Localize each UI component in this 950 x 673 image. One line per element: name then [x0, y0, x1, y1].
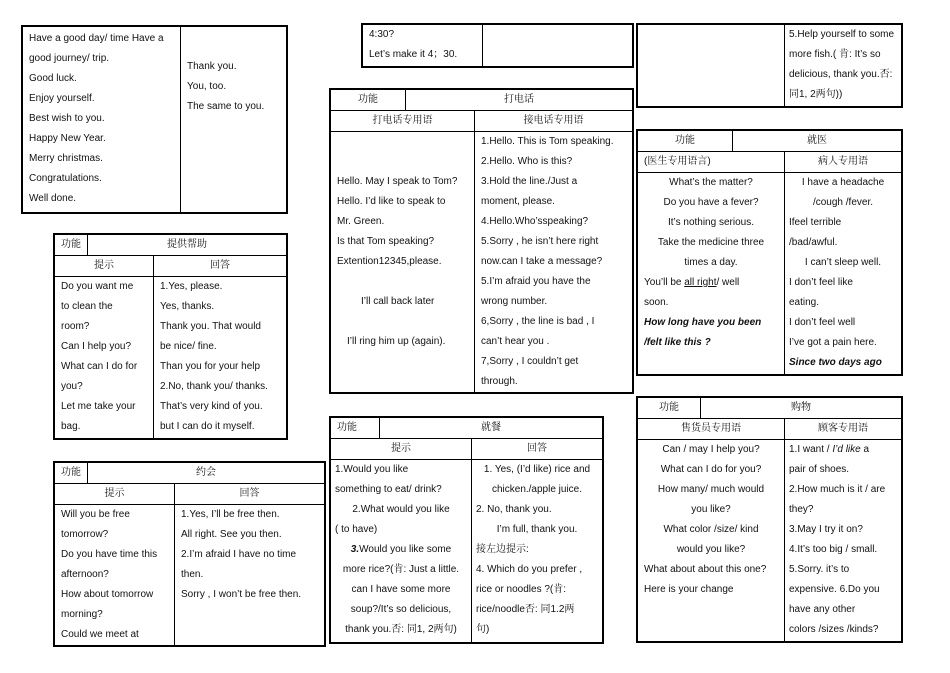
answer-line: 5.Help yourself to some	[789, 29, 895, 40]
answer-line: rice or noodles ?(肯:	[476, 584, 567, 595]
phrase-line: Mr. Green.	[337, 216, 385, 227]
hint-line: What can I do for	[61, 361, 138, 372]
col-header-answer: 回答	[154, 256, 287, 277]
section-title: 就医	[733, 131, 902, 152]
answer-line: I’m full, thank you.	[496, 524, 578, 535]
greeting-line: Best wish to you.	[29, 113, 105, 124]
col-header-hint: 提示	[331, 439, 472, 460]
answer-line: All right. See you then.	[181, 529, 282, 540]
hint-line: Will you be free	[61, 509, 130, 520]
hint-line: room?	[61, 321, 90, 332]
hint-line: tomorrow?	[61, 529, 109, 540]
reply-line: You, too.	[187, 81, 227, 92]
func-label: 功能	[331, 90, 406, 111]
phrase-line: 1.I want / I’d like a	[789, 444, 870, 455]
col-header-caller: 打电话专用语	[331, 111, 475, 132]
section-title: 约会	[88, 463, 325, 484]
phrase-line: Extention12345,please.	[337, 256, 442, 267]
phrase-line: I can’t sleep well.	[804, 257, 882, 268]
phrase-line: I’ll ring him up (again).	[347, 336, 446, 347]
answer-line: 同1, 2两句))	[789, 89, 843, 100]
dining-answers	[472, 460, 603, 643]
greeting-line: Good luck.	[29, 73, 77, 84]
phrase-line: they?	[789, 504, 814, 515]
phrase-line: What color /size/ kind	[663, 524, 759, 535]
answer-line: Than you for your help	[160, 361, 261, 372]
phrase-line: You’ll be all right/ well	[644, 277, 740, 288]
phrase-line: soon.	[644, 297, 669, 308]
phrase-line: I have a headache	[801, 177, 885, 188]
fish-continuation-right	[785, 25, 902, 107]
func-label: 功能	[55, 235, 88, 256]
hint-line: 1.Would you like	[335, 464, 409, 475]
phrase-line: pair of shoes.	[789, 464, 850, 475]
section-title: 就餐	[380, 418, 603, 439]
col-header-hint: 提示	[55, 256, 154, 277]
meet-continuation	[362, 24, 633, 67]
answer-line: 1.Yes, please.	[160, 281, 223, 292]
hint-line: morning?	[61, 609, 103, 620]
dining-hints	[331, 460, 472, 643]
func-label: 功能	[638, 131, 733, 152]
phrase-line: now.can I take a message?	[481, 256, 603, 267]
phrase-line: wrong number.	[481, 296, 548, 307]
hint-line: How about tomorrow	[61, 589, 154, 600]
phrase-line: Hello. I’d like to speak to	[337, 196, 446, 207]
hint-line: 4:30?	[369, 29, 395, 40]
doctor-table	[637, 130, 902, 375]
greeting-line: Congratulations.	[29, 173, 102, 184]
answer-line: 2.No, thank you/ thanks.	[160, 381, 268, 392]
answer-line: 句)	[476, 624, 490, 635]
phrase-line: 5.I’m afraid you have the	[481, 276, 591, 287]
col-header-doctor: (医生专用语言)	[638, 152, 785, 173]
phrase-line: you like?	[691, 504, 731, 515]
phrase-line: /felt like this ?	[644, 337, 711, 348]
col-header-clerk: 售货员专用语	[638, 419, 785, 440]
phrase-line: 4.It’s too big / small.	[789, 544, 878, 555]
hint-line: to clean the	[61, 301, 113, 312]
greetings-table	[22, 26, 287, 213]
hint-line: Can I help you?	[61, 341, 132, 352]
hint-line: can I have some more	[351, 584, 451, 595]
hint-line: thank you.否: 同1, 2两句)	[345, 624, 457, 635]
answer-line: 2. No, thank you.	[476, 504, 552, 515]
hint-line: you?	[61, 381, 83, 392]
greeting-line: Well done.	[29, 193, 77, 204]
col-header-answer: 回答	[472, 439, 603, 460]
phrase-line: Since two days ago	[789, 357, 882, 368]
answer-line: Sorry , I won’t be free then.	[181, 589, 302, 600]
dining-table	[330, 417, 603, 643]
phrase-line: What can I do for you?	[660, 464, 762, 475]
phrase-line: 2.How much is it / are	[789, 484, 886, 495]
hint-line: afternoon?	[61, 569, 109, 580]
phrase-line: can’t hear you .	[481, 336, 550, 347]
phrase-line: How long have you been	[644, 317, 762, 328]
section-title: 购物	[701, 398, 902, 419]
phrase-line: have any other	[789, 604, 856, 615]
answer-line: be nice/ fine.	[160, 341, 217, 352]
phrase-line: 1.Hello. This is Tom speaking.	[481, 136, 614, 147]
answer-line: Yes, thanks.	[160, 301, 215, 312]
invite-hints	[55, 505, 175, 646]
phrase-line: expensive. 6.Do you	[789, 584, 880, 595]
answer-line: 2.I’m afraid I have no time	[181, 549, 297, 560]
hint-line: Let me take your	[61, 401, 136, 412]
phrase-line: What about about this one?	[644, 564, 767, 575]
hint-line: Do you want me	[61, 281, 134, 292]
answer-line: That’s very kind of you.	[160, 401, 263, 412]
phrase-line: Can / may I help you?	[662, 444, 760, 455]
invite-answers	[175, 505, 325, 646]
hint-line: more rice?(肯: Just a little.	[342, 564, 460, 575]
greetings-left-cell	[23, 27, 181, 213]
clerk-phrases	[638, 440, 785, 642]
hint-line: something to eat/ drink?	[335, 484, 442, 495]
phrase-line: 3.May I try it on?	[789, 524, 863, 535]
phrase-line: What’s the matter?	[669, 177, 753, 188]
phrase-line: I’ve got a pain here.	[789, 337, 877, 348]
func-label: 功能	[55, 463, 88, 484]
answer-line: but I can do it myself.	[160, 421, 255, 432]
hint-line: Could we meet at	[61, 629, 139, 640]
phrase-line: times a day.	[684, 257, 738, 268]
hint-line: 3.Would you like some	[350, 544, 452, 555]
greeting-line: good journey/ trip.	[29, 53, 110, 64]
col-header-customer: 顾客专用语	[785, 419, 902, 440]
meet-continuation-right	[483, 25, 633, 67]
col-header-receiver: 接电话专用语	[475, 111, 633, 132]
phrase-line: 7,Sorry , I couldn’t get	[481, 356, 579, 367]
phone-table	[330, 89, 633, 393]
hint-line: bag.	[61, 421, 81, 432]
func-label: 功能	[331, 418, 380, 439]
meet-continuation-left	[363, 25, 483, 67]
phrase-line: 4.Hello.Who’sspeaking?	[481, 216, 589, 227]
fish-continuation	[637, 24, 902, 107]
doctor-phrases	[638, 173, 785, 375]
phrase-line: moment, please.	[481, 196, 555, 207]
phrase-line: would you like?	[676, 544, 746, 555]
section-title: 打电话	[406, 90, 633, 111]
answer-line: rice/noodle否: 同1.2两	[476, 604, 575, 615]
phrase-line: 2.Hello. Who is this?	[481, 156, 573, 167]
phrase-line: eating.	[789, 297, 820, 308]
func-label: 功能	[638, 398, 701, 419]
answer-line: 1. Yes, (I’d like) rice and	[483, 464, 591, 475]
answer-line: 4. Which do you prefer ,	[476, 564, 583, 575]
phrase-line: Here is your change	[644, 584, 734, 595]
hint-line: 2.What would you like	[352, 504, 450, 515]
answer-line: Thank you. That would	[160, 321, 261, 332]
invite-table	[54, 462, 325, 646]
phrase-line: It’s nothing serious.	[668, 217, 754, 228]
phrase-line: 6,Sorry , the line is bad , I	[481, 316, 595, 327]
greeting-line: Happy New Year.	[29, 133, 106, 144]
phrase-line: Take the medicine three	[657, 237, 765, 248]
answer-line: chicken./apple juice.	[491, 484, 583, 495]
phrase-line: 3.Hold the line./Just a	[481, 176, 578, 187]
answer-line: more fish.( 肯: It’s so	[789, 49, 881, 60]
patient-phrases	[785, 173, 902, 375]
phrase-line: colors /sizes /kinds?	[789, 624, 879, 635]
reply-line: Thank you.	[187, 61, 237, 72]
hint-line: soup?/It’s so delicious,	[350, 604, 452, 615]
col-header-answer: 回答	[175, 484, 325, 505]
hint-line: Let’s make it 4；30.	[369, 49, 458, 60]
shopping-table	[637, 397, 902, 642]
item-number: 3.	[350, 544, 360, 555]
answer-line: delicious, thank you.否:	[789, 69, 893, 80]
answer-line: 接左边提示:	[476, 544, 529, 555]
phone-caller-phrases	[331, 132, 475, 393]
phrase-line: I don’t feel like	[789, 277, 853, 288]
phrase-line: I don’t feel well	[789, 317, 856, 328]
fish-continuation-left	[638, 25, 785, 107]
greeting-line: Merry christmas.	[29, 153, 103, 164]
col-header-patient: 病人专用语	[785, 152, 902, 173]
hint-line: Do you have time this	[61, 549, 158, 560]
phrase-line: Ifeel terrible	[789, 217, 842, 228]
greetings-right-cell	[181, 27, 287, 213]
help-table	[54, 234, 287, 439]
help-answers	[154, 277, 287, 439]
answer-line: 1.Yes, I’ll be free then.	[181, 509, 280, 520]
phrase-line: I’ll call back later	[361, 296, 435, 307]
col-header-hint: 提示	[55, 484, 175, 505]
answer-line: then.	[181, 569, 204, 580]
phrase-line: How many/ much would	[657, 484, 765, 495]
phrase-line: 5.Sorry , he isn’t here right	[481, 236, 599, 247]
phrase-line: through.	[481, 376, 518, 387]
phrase-line: Do you have a fever?	[663, 197, 759, 208]
greeting-line: Enjoy yourself.	[29, 93, 95, 104]
reply-line: The same to you.	[187, 101, 265, 112]
phrase-line: /cough /fever.	[812, 197, 874, 208]
phone-receiver-phrases	[475, 132, 633, 393]
section-title: 提供帮助	[88, 235, 287, 256]
help-hints	[55, 277, 154, 439]
phrase-line: Hello. May I speak to Tom?	[337, 176, 458, 187]
phrase-line: Is that Tom speaking?	[337, 236, 435, 247]
phrase-line: 5.Sorry. it’s to	[789, 564, 850, 575]
hint-line: ( to have)	[335, 524, 378, 535]
greeting-line: Have a good day/ time Have a	[29, 33, 164, 44]
phrase-line: /bad/awful.	[789, 237, 838, 248]
customer-phrases	[785, 440, 902, 642]
